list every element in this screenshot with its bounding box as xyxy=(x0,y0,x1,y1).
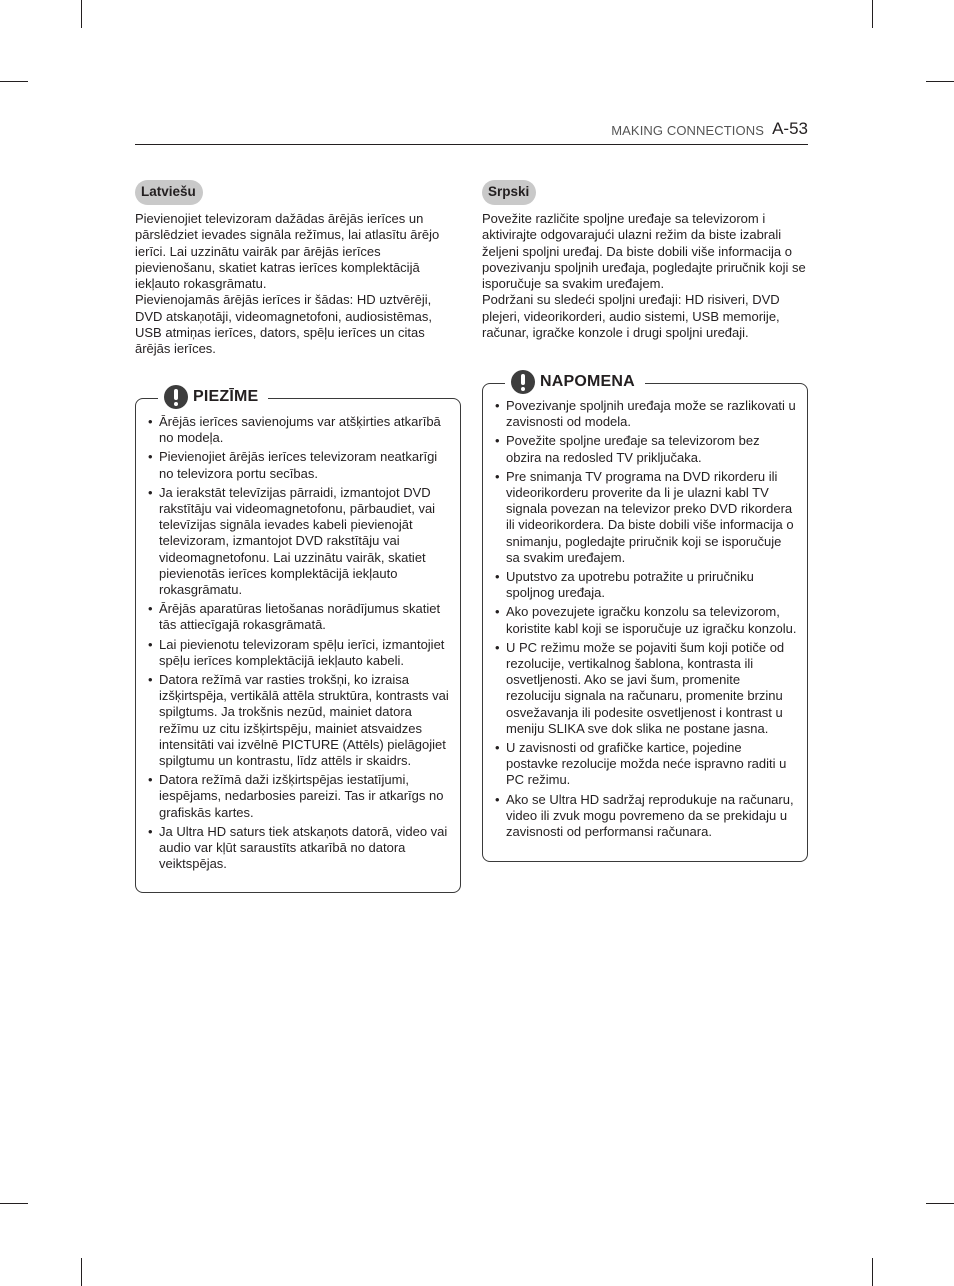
note-list xyxy=(495,398,797,843)
list-item: • Datora režīmā var rasties trokšņi, ko izraisa izšķirtspēja, vertikālā attēla struktūra, kontrasts vai spilgtums. Ja trokšnis nezūd, mainiet datora režīmu uz citu izšķirtspēju, mainiet atsvaidzes intensitāti vai izvēlnē PICTURE (Attēls) pielāgojiet spilgtumu un kontrastu, līdz attēls ir skaidrs. xyxy=(148,672,450,769)
intro-paragraph: Pievienojiet televizoram dažādas ārējās ierīces un pārslēdziet ievades signāla režīmus, lai atlasītu ārējo ierīci. Lai uzzinātu vairāk par ārējās ierīces pievienošanu, skatiet katras ierīces komplektācijā iekļauto rokasgrāmatu. xyxy=(135,211,440,292)
serbian-intro xyxy=(482,211,808,341)
intro-paragraph: Pievienojamās ārējās ierīces ir šādas: HD uztvērēji, DVD atskaņotāji, videomagnetofoni, audiosistēmas, USB atmiņas ierīces, dators, spēļu ierīces un citas ārējās ierīces. xyxy=(135,292,432,357)
language-tab-serbian: Srpski xyxy=(482,180,536,205)
list-item: • Ārējās aparatūras lietošanas norādījumus skatiet tās attiecīgajā rokasgrāmatā. xyxy=(148,601,450,633)
crop-mark xyxy=(0,1203,28,1204)
list-item: • U PC režimu može se pojaviti šum koji potiče od rezolucije, vertikalnog šablona, kontrasta ili osvetljenosti. Ako se javi šum, promenite rezoluciju signala na računaru, promenite brzinu osvežavanja ili podesite osvetljenost i kontrast u meniju SLIKA sve dok slika ne postane jasna. xyxy=(495,640,797,737)
list-item: • Lai pievienotu televizoram spēļu ierīci, izmantojiet spēļu ierīces komplektācijā iekļauto kabeli. xyxy=(148,637,450,669)
latvian-column xyxy=(135,180,461,358)
crop-mark xyxy=(0,81,28,82)
list-item: • Pre snimanja TV programa na DVD rikorderu ili videorikorderu proverite da li je ulazni kabl TV signala povezan na televizor preko DVD rikordera ili videorikordera. Da biste dobili više informacija o snimanju, pogledajte priručnik koji se isporučuje sa svakim uređajem. xyxy=(495,469,797,566)
crop-mark xyxy=(872,0,873,28)
crop-mark xyxy=(872,1258,873,1286)
serbian-column xyxy=(482,180,808,341)
list-item: • Pievienojiet ārējās ierīces televizoram neatkarīgi no televizora portu secības. xyxy=(148,449,450,481)
latvian-intro xyxy=(135,211,461,358)
exclamation-icon xyxy=(164,385,188,409)
list-item: • Povežite spoljne uređaje sa televizorom bez obzira na redosled TV priključaka. xyxy=(495,433,797,465)
list-item: • Ako povezujete igračku konzolu sa televizorom, koristite kabl koji se isporučuje uz igračku konzolu. xyxy=(495,604,797,636)
note-title: NAPOMENA xyxy=(540,373,635,390)
list-item: • Uputstvo za upotrebu potražite u priručniku spoljnog uređaja. xyxy=(495,569,797,601)
crop-mark xyxy=(926,1203,954,1204)
list-item: • Ja ierakstāt televīzijas pārraidi, izmantojot DVD rakstītāju vai videomagnetofonu, pārbaudiet, vai televīzijas signāla ievades kabeli pievienojāt televizoram, izmantojot DVD rakstītāju vai videomagnetofonu. Lai uzzinātu vairāk, skatiet pievienotās ierīces komplektācijā iekļauto rokasgrāmatu. xyxy=(148,485,450,598)
crop-mark xyxy=(926,81,954,82)
note-header xyxy=(158,381,268,413)
latvian-note-box xyxy=(135,388,461,893)
language-tab-latvian: Latviešu xyxy=(135,180,203,205)
section-title: MAKING CONNECTIONS xyxy=(611,123,764,138)
page-header xyxy=(135,116,808,145)
note-list xyxy=(148,414,450,875)
serbian-note-box xyxy=(482,373,808,862)
intro-paragraph: Povežite različite spoljne uređaje sa televizorom i aktivirajte odgovarajući ulazni režim da biste izabrali željeni spoljni uređaj. Da biste dobili više informacija o povezivanju spoljnih uređaja, pogledajte priručnik koji se isporučuje sa svakim uređajem. xyxy=(482,211,806,292)
note-title: PIEZĪME xyxy=(193,388,259,405)
list-item: • Povezivanje spoljnih uređaja može se razlikovati u zavisnosti od modela. xyxy=(495,398,797,430)
note-header xyxy=(505,366,645,398)
crop-mark xyxy=(81,1258,82,1286)
page-number: A-53 xyxy=(772,119,808,138)
list-item: • Ako se Ultra HD sadržaj reprodukuje na računaru, video ili zvuk mogu povremeno da se prekidaju u zavisnosti od performansi računara. xyxy=(495,792,797,841)
list-item: • Datora režīmā daži izšķirtspējas iestatījumi, iespējams, nedarbosies pareizi. Tas ir atkarīgs no grafiskās kartes. xyxy=(148,772,450,821)
exclamation-icon xyxy=(511,370,535,394)
list-item: • Ja Ultra HD saturs tiek atskaņots datorā, video vai audio var kļūt saraustīts atkarībā no datora veiktspējas. xyxy=(148,824,450,873)
intro-paragraph: Podržani su sledeći spoljni uređaji: HD risiveri, DVD plejeri, videorikorderi, audio sistemi, USB memorije, računar, igračke konzole i drugi spoljni uređaji. xyxy=(482,292,780,341)
list-item: • Ārējās ierīces savienojums var atšķirties atkarībā no modeļa. xyxy=(148,414,450,446)
crop-mark xyxy=(81,0,82,28)
list-item: • U zavisnosti od grafičke kartice, pojedine postavke rezolucije možda neće ispravno raditi u PC režimu. xyxy=(495,740,797,789)
